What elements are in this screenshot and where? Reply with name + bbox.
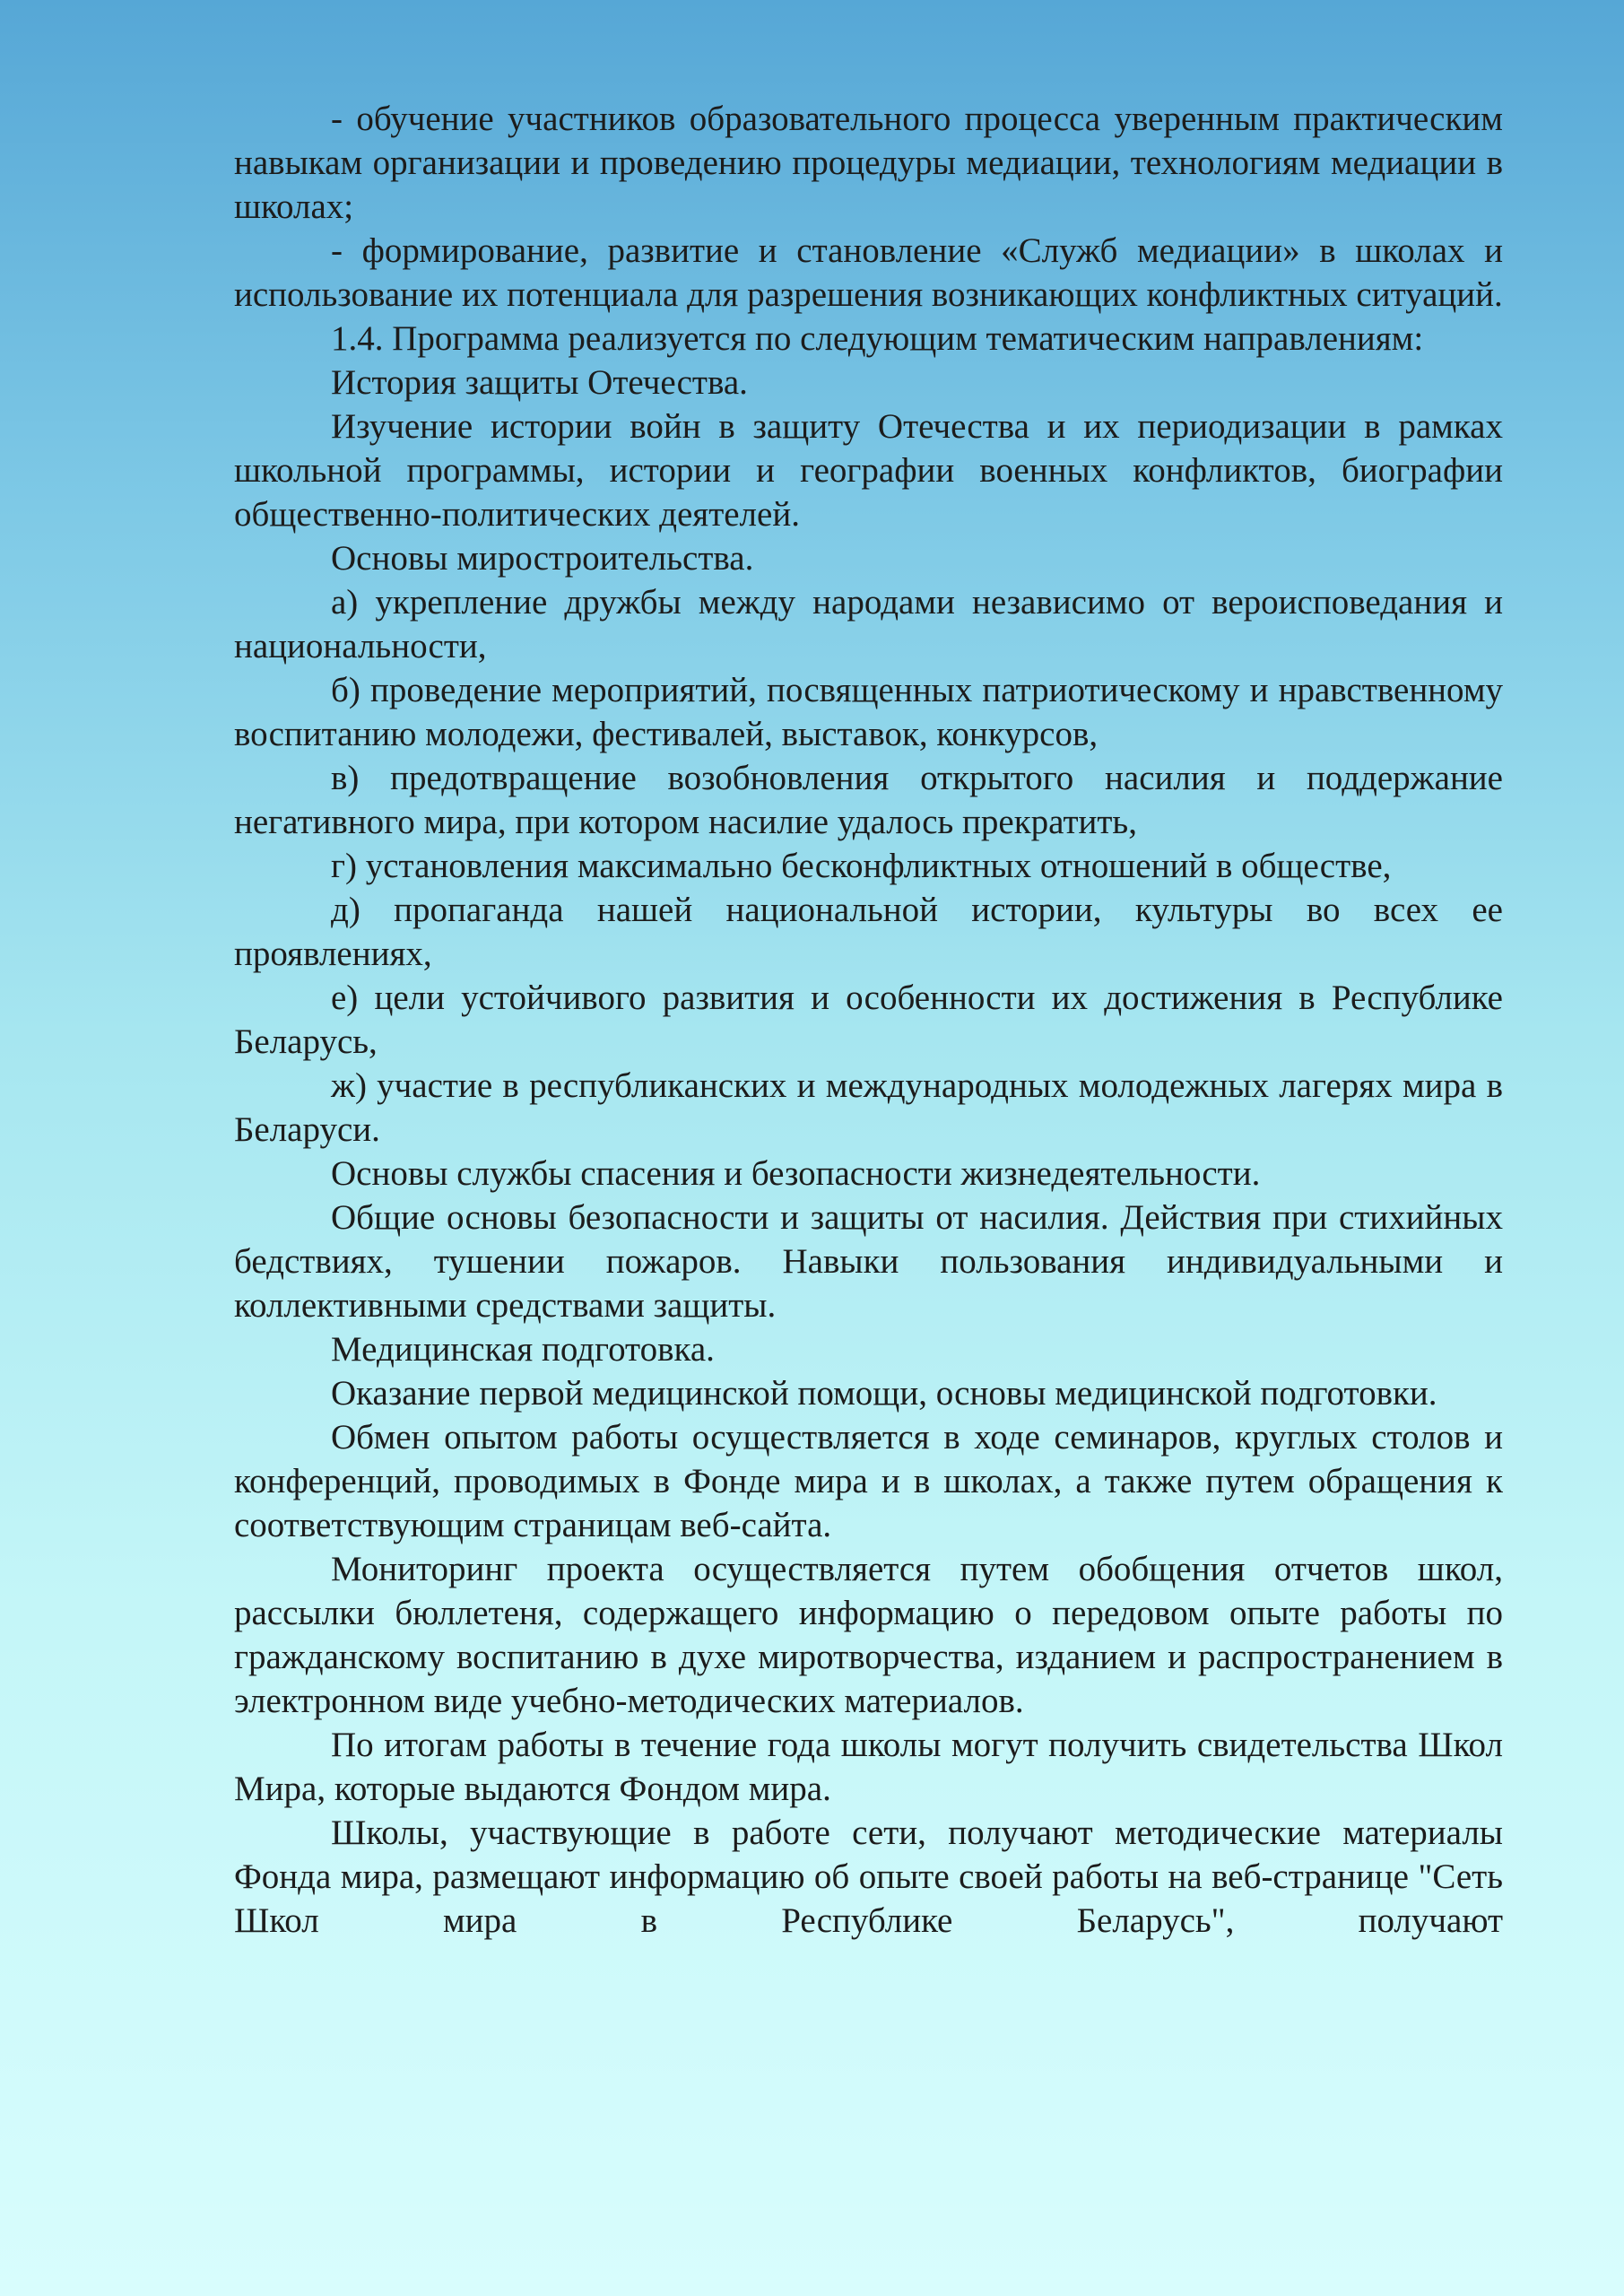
- list-item-a: а) укрепление дружбы между народами независимо от вероисповедания и национальности,: [234, 583, 1503, 665]
- paragraph-network: Школы, участвующие в работе сети, получают методические материалы Фонда мира, размещают информацию об опыте своей работы на веб-странице "Сеть Школ мира в Республике Беларусь", получают: [234, 1813, 1503, 1940]
- list-item-d: д) пропаганда нашей национальной истории, культуры во всех ее проявлениях,: [234, 891, 1503, 973]
- heading-peacebuilding: Основы миростроительства.: [331, 539, 754, 578]
- list-item-e: е) цели устойчивого развития и особенности их достижения в Республике Беларусь,: [234, 978, 1503, 1061]
- paragraph-exchange: Обмен опытом работы осуществляется в ходе семинаров, круглых столов и конференций, проводимых в Фонде мира и в школах, а также путем обращения к соответствующим страницам веб-сайта.: [234, 1418, 1503, 1544]
- paragraph-mediation-training: - обучение участников образовательного процесса уверенным практическим навыкам организации и проведению процедуры медиации, технологиям медиации в школах;: [234, 100, 1503, 226]
- list-item-g: г) установления максимально бесконфликтных отношений в обществе,: [331, 847, 1392, 885]
- paragraph-history: Изучение истории войн в защиту Отечества и их периодизации в рамках школьной программы, истории и географии военных конфликтов, биографии общественно-политических деятелей.: [234, 407, 1503, 534]
- heading-history: История защиты Отечества.: [331, 363, 748, 402]
- paragraph-program-directions: 1.4. Программа реализуется по следующим тематическим направлениям:: [331, 319, 1424, 358]
- document-page: [234, 97, 1503, 1943]
- paragraph-safety: Общие основы безопасности и защиты от насилия. Действия при стихийных бедствиях, тушении пожаров. Навыки пользования индивидуальными и коллективными средствами защиты.: [234, 1198, 1503, 1325]
- heading-rescue-safety: Основы службы спасения и безопасности жизнедеятельности.: [331, 1154, 1261, 1193]
- list-item-v: в) предотвращение возобновления открытого насилия и поддержание негативного мира, при котором насилие удалось прекратить,: [234, 759, 1503, 841]
- list-item-b: б) проведение мероприятий, посвященных патриотическому и нравственному воспитанию молодежи, фестивалей, выставок, конкурсов,: [234, 671, 1503, 753]
- paragraph-medical: Оказание первой медицинской помощи, основы медицинской подготовки.: [331, 1374, 1437, 1413]
- paragraph-certificates: По итогам работы в течение года школы могут получить свидетельства Школ Мира, которые выдаются Фондом мира.: [234, 1726, 1503, 1808]
- list-item-zh: ж) участие в республиканских и международных молодежных лагерях мира в Беларуси.: [234, 1066, 1503, 1149]
- heading-medical: Медицинская подготовка.: [331, 1330, 715, 1369]
- paragraph-mediation-services: - формирование, развитие и становление «Служб медиации» в школах и использование их потенциала для разрешения возникающих конфликтных ситуаций.: [234, 231, 1503, 314]
- paragraph-monitoring: Мониторинг проекта осуществляется путем обобщения отчетов школ, рассылки бюллетеня, содержащего информацию о передовом опыте работы по гражданскому воспитанию в духе миротворчества, изданием и распространением в электронном виде учебно-методических материалов.: [234, 1550, 1503, 1720]
